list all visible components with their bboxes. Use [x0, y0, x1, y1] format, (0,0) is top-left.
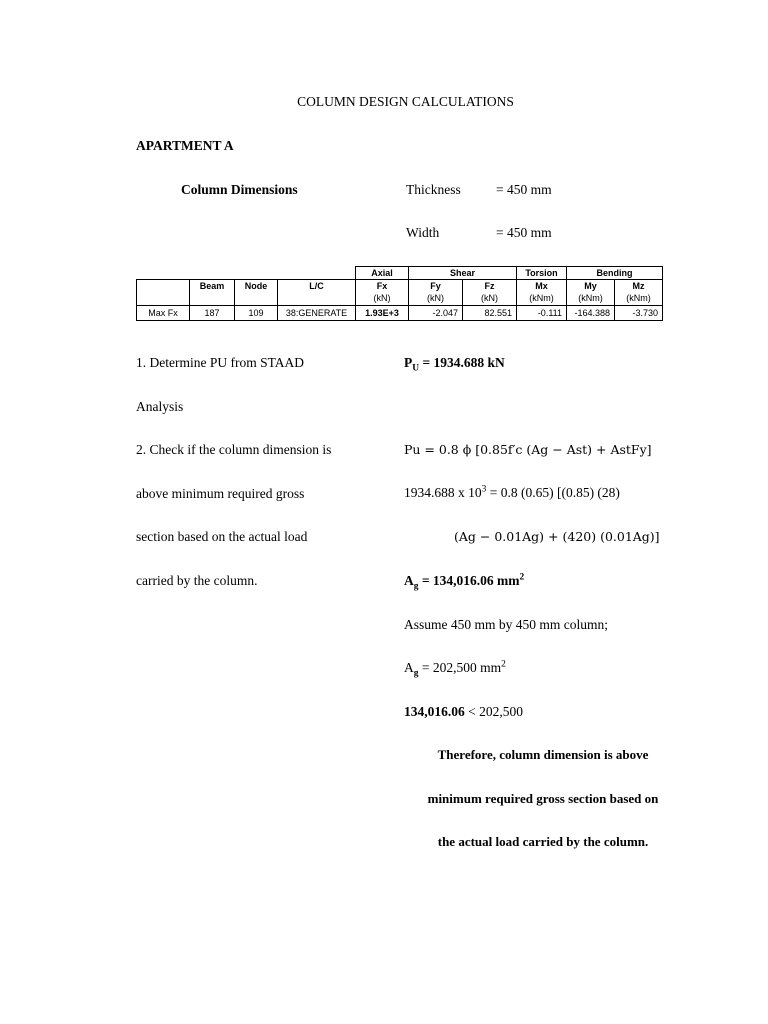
col-header-fx: Fx	[356, 280, 409, 293]
width-value: = 450 mm	[496, 225, 552, 240]
group-header-shear: Shear	[409, 267, 517, 280]
col-header-mz: Mz	[615, 280, 663, 293]
cell-mz: -3.730	[615, 306, 663, 321]
equation-pu-formula: Pu = 0.8 ϕ [0.85f′c (Ag − Ast) + AstFy]	[404, 442, 652, 457]
table-row	[137, 306, 663, 321]
thickness-label: Thickness	[406, 182, 461, 197]
col-header-lc: L/C	[278, 280, 356, 293]
col-header-node: Node	[235, 280, 278, 293]
step2-line: 2. Check if the column dimension is	[136, 442, 332, 457]
ag-required-result: $A_g = 134,016.06$ $mm^2$	[404, 572, 525, 592]
table-unit-row	[137, 293, 663, 306]
unit-fz: (kN)	[463, 293, 517, 306]
cell-fz: 82.551	[463, 306, 517, 321]
cell-lc: 38:GENERATE	[278, 306, 356, 321]
thickness-value: = 450 mm	[496, 182, 552, 197]
cell-fy: -2.047	[409, 306, 463, 321]
col-header-fy: Fy	[409, 280, 463, 293]
pu-result: $P_U = 1934.688$ kN	[404, 355, 505, 374]
step1-text-cont: Analysis	[136, 399, 184, 414]
unit-fx: (kN)	[356, 293, 409, 306]
group-header-axial: Axial	[356, 267, 409, 280]
row-label: Max Fx	[137, 306, 190, 321]
step2-line: above minimum required gross	[136, 486, 305, 501]
col-header-fz: Fz	[463, 280, 517, 293]
step2-line: section based on the actual load	[136, 529, 308, 544]
staad-results-table	[136, 266, 663, 321]
ag-actual: $A_g = 202,500$ $mm^2$	[404, 659, 506, 679]
table-column-header-row	[137, 280, 663, 293]
width-label: Width	[406, 225, 440, 240]
group-header-torsion: Torsion	[517, 267, 567, 280]
conclusion-line: minimum required gross section based on	[427, 791, 659, 806]
col-header-mx: Mx	[517, 280, 567, 293]
group-header-bending: Bending	[567, 267, 663, 280]
cell-mx: -0.111	[517, 306, 567, 321]
comparison: 134,016.06 < 202,500	[404, 704, 523, 719]
equation-substitution: 1934.688 x $10^3 = 0.8$ (0.65) [(0.85) (28)	[404, 484, 620, 500]
step1-text: 1. Determine PU from STAAD	[136, 355, 305, 370]
unit-my: (kNm)	[567, 293, 615, 306]
unit-mz: (kNm)	[615, 293, 663, 306]
col-header-my: My	[567, 280, 615, 293]
table-group-header-row	[137, 267, 663, 280]
unit-fy: (kN)	[409, 293, 463, 306]
conclusion-line: the actual load carried by the column.	[437, 834, 649, 849]
unit-mx: (kNm)	[517, 293, 567, 306]
col-header-beam: Beam	[190, 280, 235, 293]
cell-beam: 187	[190, 306, 235, 321]
equation-substitution-cont: (Ag − 0.01Ag) + (420) (0.01Ag)]	[454, 529, 660, 544]
section-heading: APARTMENT A	[136, 138, 234, 153]
conclusion-line: Therefore, column dimension is above	[437, 747, 649, 762]
column-dimensions-label: Column Dimensions	[181, 182, 298, 197]
cell-my: -164.388	[567, 306, 615, 321]
assume-text: Assume 450 mm by 450 mm column;	[404, 617, 608, 632]
step2-line: carried by the column.	[136, 573, 258, 588]
cell-fx: 1.93E+3	[356, 306, 409, 321]
cell-node: 109	[235, 306, 278, 321]
page-title: COLUMN DESIGN CALCULATIONS	[297, 94, 514, 109]
